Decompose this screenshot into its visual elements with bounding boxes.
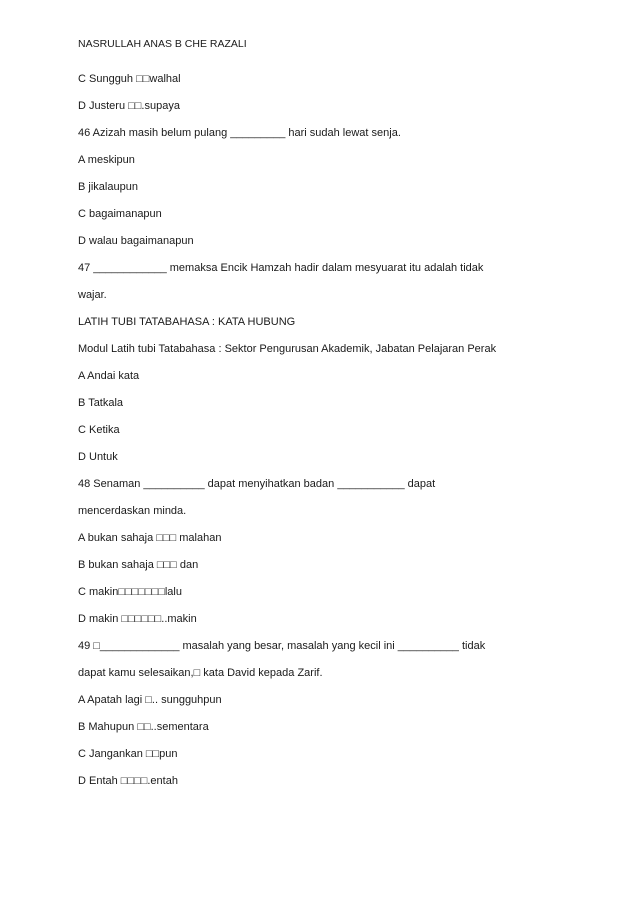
question-46: 46 Azizah masih belum pulang _________ hari sudah lewat senja. — [78, 127, 401, 139]
q47-option-d: D Untuk — [78, 451, 118, 463]
question-49: 49 □_____________ masalah yang besar, masalah yang kecil ini __________ tidak — [78, 640, 486, 652]
question-49-continued: dapat kamu selesaikan,□ kata David kepada Zarif. — [78, 667, 323, 679]
question-47-continued: wajar. — [78, 289, 107, 301]
option-c-sungguh: C Sungguh □□walhal — [78, 73, 181, 85]
module-source: Modul Latih tubi Tatabahasa : Sektor Pengurusan Akademik, Jabatan Pelajaran Perak — [78, 343, 497, 355]
q49-option-d: D Entah □□□□.entah — [78, 775, 178, 787]
q48-option-a: A bukan sahaja □□□ malahan — [78, 532, 222, 544]
q47-option-c: C Ketika — [78, 424, 120, 436]
q46-option-a: A meskipun — [78, 154, 135, 166]
question-47: 47 ____________ memaksa Encik Hamzah hadir dalam mesyuarat itu adalah tidak — [78, 262, 484, 274]
q47-option-a: A Andai kata — [78, 370, 140, 382]
section-title: LATIH TUBI TATABAHASA : KATA HUBUNG — [78, 316, 296, 328]
q49-option-b: B Mahupun □□..sementara — [78, 721, 209, 733]
q49-option-c: C Jangankan □□pun — [78, 748, 178, 760]
q46-option-d: D walau bagaimanapun — [78, 235, 194, 247]
q46-option-b: B jikalaupun — [78, 181, 138, 193]
q47-option-b: B Tatkala — [78, 397, 124, 409]
page-header: NASRULLAH ANAS B CHE RAZALI — [78, 38, 247, 50]
q49-option-a: A Apatah lagi □.. sungguhpun — [78, 694, 222, 706]
q46-option-c: C bagaimanapun — [78, 208, 162, 220]
document-body — [78, 37, 598, 801]
q48-option-c: C makin□□□□□□□lalu — [78, 586, 182, 598]
question-48-continued: mencerdaskan minda. — [78, 505, 187, 517]
q48-option-b: B bukan sahaja □□□ dan — [78, 559, 199, 571]
q48-option-d: D makin □□□□□□..makin — [78, 613, 197, 625]
question-48: 48 Senaman __________ dapat menyihatkan badan ___________ dapat — [78, 478, 436, 490]
option-d-justeru: D Justeru □□.supaya — [78, 100, 180, 112]
